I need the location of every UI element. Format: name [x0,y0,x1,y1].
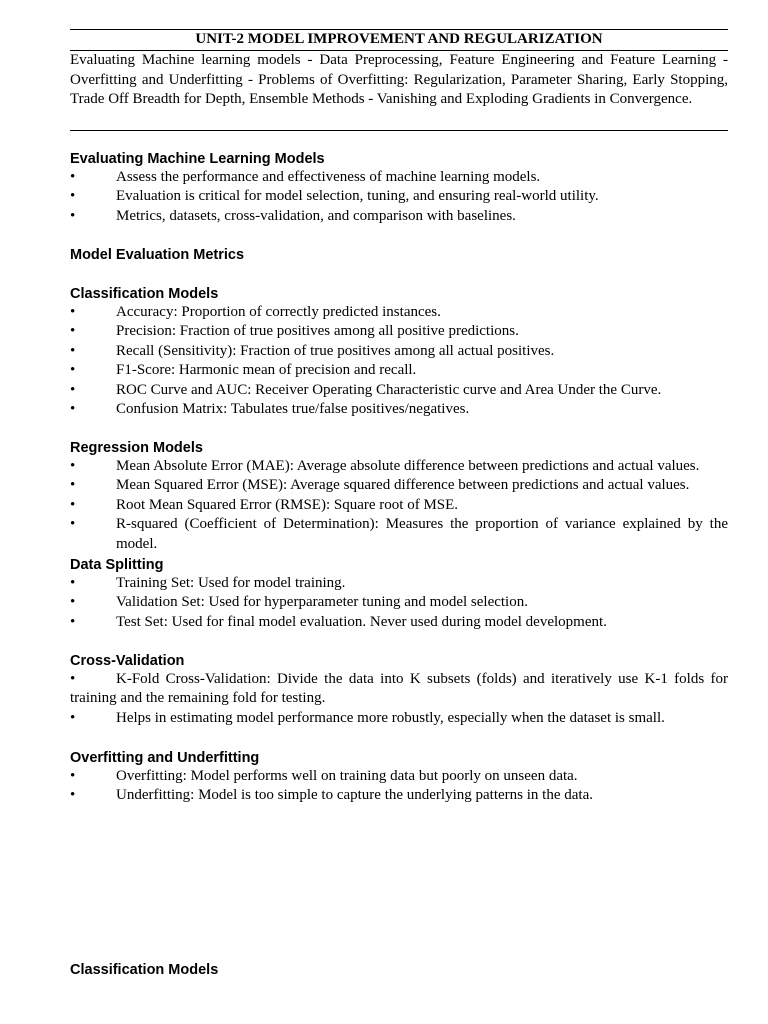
list-item: • Confusion Matrix: Tabulates true/false positives/negatives. [70,400,728,419]
bullet-icon: • [70,516,76,533]
list-item: • Recall (Sensitivity): Fraction of true positives among all actual positives. [70,342,728,361]
list-cross-validation [70,670,728,728]
list-item: • Accuracy: Proportion of correctly predicted instances. [70,303,728,322]
bullet-icon: • [70,169,76,185]
list-item: • ROC Curve and AUC: Receiver Operating Characteristic curve and Area Under the Curve. [70,381,728,400]
bullet-icon: • [70,207,76,224]
list-item: • Root Mean Squared Error (RMSE): Square root of MSE. [70,496,728,515]
bullet-icon: • [70,362,76,379]
list-item: • Underfitting: Model is too simple to capture the underlying patterns in the data. [70,786,728,805]
bullet-icon: • [70,323,76,340]
list-evaluating [70,168,728,226]
list-item: • Assess the performance and effectiveness of machine learning models. [70,168,728,187]
bullet-icon: • [70,401,76,418]
list-item: • Validation Set: Used for hyperparameter tuning and model selection. [70,593,728,612]
syllabus-rule [70,130,728,131]
section-heading-cross-validation: Cross-Validation [70,653,185,669]
bullet-icon: • [70,458,76,474]
bullet-icon: • [70,477,76,494]
list-item: • Mean Squared Error (MSE): Average squared difference between predictions and actual values. [70,476,728,495]
bullet-icon: • [70,575,76,591]
bullet-icon: • [70,613,76,630]
bullet-icon: • [70,671,76,687]
bullet-icon: • [70,709,76,726]
section-heading-overfitting: Overfitting and Underfitting [70,750,260,766]
section-heading-classification-2: Classification Models [70,962,219,978]
bullet-icon: • [70,188,76,205]
section-heading-classification: Classification Models [70,286,219,302]
syllabus-paragraph: Evaluating Machine learning models - Data Preprocessing, Feature Engineering and Feature Learning - Overfitting and Underfitting - Problems of Overfitting: Regularization, Parameter Sharing, Early Stopping, Trade Off Breadth for Depth, Ensemble Methods - Vanishing and Exploding Gradients in Convergence. [70,52,728,107]
bullet-icon: • [70,381,76,398]
list-item: • Metrics, datasets, cross-validation, and comparison with baselines. [70,207,728,226]
list-item: • Evaluation is critical for model selection, tuning, and ensuring real-world utility. [70,187,728,206]
list-item: • Helps in estimating model performance more robustly, especially when the dataset is small. [70,709,728,728]
list-item: • Precision: Fraction of true positives among all positive predictions. [70,322,728,341]
list-classification [70,303,728,419]
unit-title: UNIT-2 MODEL IMPROVEMENT AND REGULARIZATION [195,31,603,47]
list-item: • F1-Score: Harmonic mean of precision and recall. [70,361,728,380]
list-item: • Overfitting: Model performs well on training data but poorly on unseen data. [70,767,728,786]
list-splitting [70,574,728,632]
list-item: • K-Fold Cross-Validation: Divide the data into K subsets (folds) and iteratively use K-1 folds for training and the remaining fold for testing. [70,671,728,707]
list-item: • Training Set: Used for model training. [70,574,728,593]
bullet-icon: • [70,304,76,320]
section-heading-splitting: Data Splitting [70,557,164,573]
section-heading-regression: Regression Models [70,440,203,456]
list-item: • Test Set: Used for final model evaluation. Never used during model development. [70,613,728,632]
bullet-icon: • [70,768,76,784]
list-regression [70,457,728,554]
bullet-icon: • [70,496,76,513]
bullet-icon: • [70,594,76,611]
bullet-icon: • [70,342,76,359]
section-heading-metrics: Model Evaluation Metrics [70,247,245,263]
list-overfitting [70,767,728,806]
list-item: • R-squared (Coefficient of Determination): Measures the proportion of variance explained by the model. [70,516,728,552]
bullet-icon: • [70,787,76,804]
section-heading-evaluating: Evaluating Machine Learning Models [70,151,325,167]
list-item: • Mean Absolute Error (MAE): Average absolute difference between predictions and actual values. [70,457,728,476]
